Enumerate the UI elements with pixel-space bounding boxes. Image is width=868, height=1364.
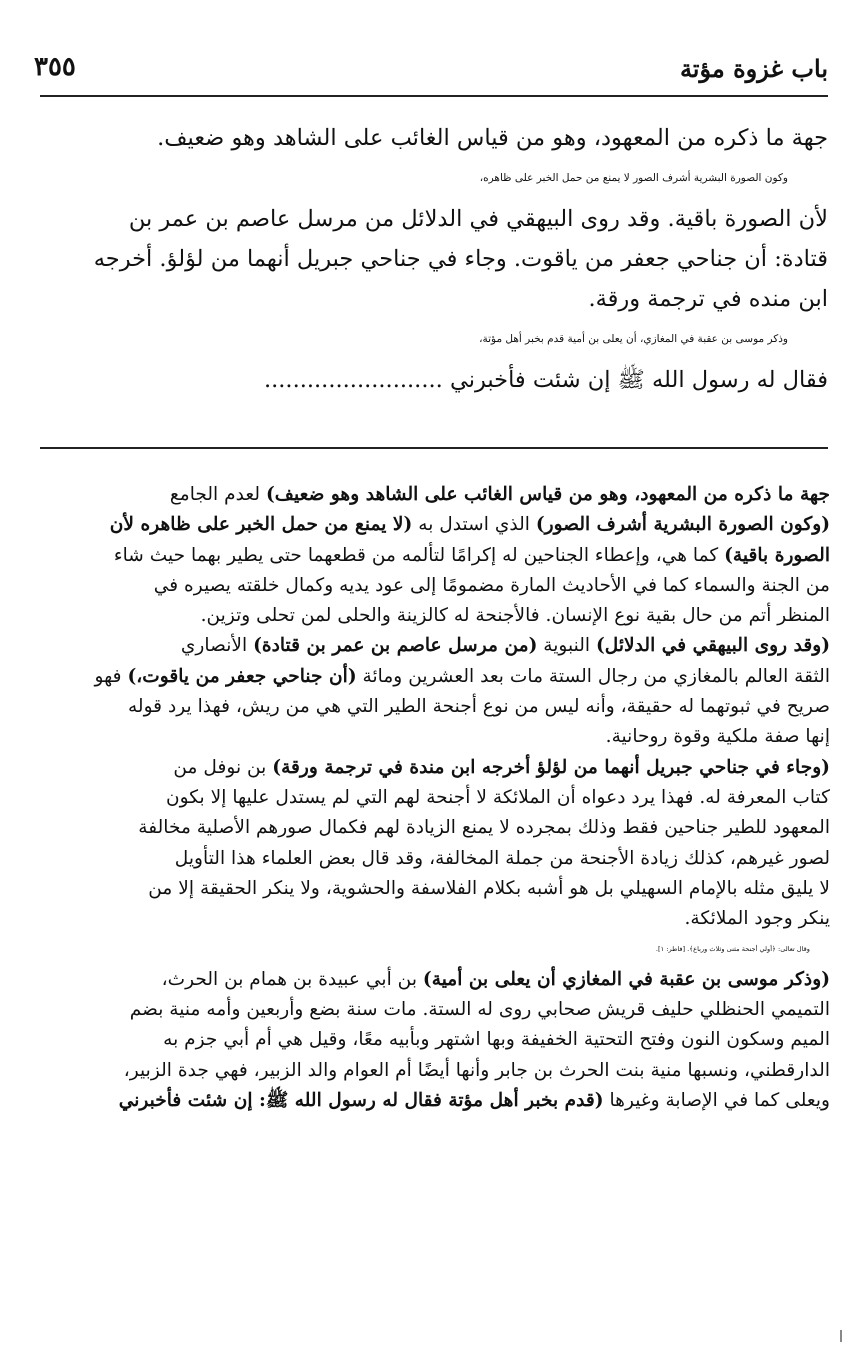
main-text-line: قتادة: أن جناحي جعفر من ياقوت. وجاء في جناحي جبريل أنهما من لؤلؤ. أخرجه <box>93 245 828 272</box>
main-text-line: ابن منده في ترجمة ورقة. <box>588 286 828 313</box>
quoted-main-text: (وجاء في جناحي جبريل أنهما من لؤلؤ أخرجه ابن مندة في ترجمة ورقة) <box>272 756 830 778</box>
commentary-fragment: الثقة العالم بالمغازي من رجال الستة مات بعد العشرين ومائة <box>356 665 830 687</box>
header-rule <box>40 95 828 97</box>
commentary-fragment: ويعلى كما في الإصابة وغيرها <box>603 1089 830 1111</box>
commentary-line <box>40 753 830 783</box>
commentary-line <box>40 813 830 843</box>
commentary-line <box>40 965 830 995</box>
commentary-line <box>40 480 830 510</box>
running-header <box>34 50 828 86</box>
quoted-main-text: جهة ما ذكره من المعهود، وهو من قياس الغائب على الشاهد وهو ضعيف) <box>265 484 830 505</box>
commentary-line <box>40 844 830 874</box>
commentary-fragment: لصور غيرهم، كذلك زيادة الأجنحة من جملة المخالفة، وقد قال بعض العلماء هذا التأويل <box>174 847 830 869</box>
commentary-fragment: كتاب المعرفة له. فهذا يرد دعواه أن الملائكة لا أجنحة لهم التي لم يستدل عليها إلا بكون <box>166 786 830 808</box>
commentary-line <box>40 995 830 1025</box>
commentary-fragment: الميم وسكون النون وفتح التحتية الخفيفة وبها اشتهر وبأبيه معًا، وقيل هي أم أبي جزم به <box>163 1029 830 1051</box>
commentary-fragment: ينكر وجود الملائكة. <box>684 908 830 930</box>
commentary-fragment: المنظر أتم من حال بقية نوع الإنسان. فالأجنحة له كالزينة والحلى لمن تحلى وتزين. <box>200 605 830 627</box>
main-text-line: لأن الصورة باقية. وقد روى البيهقي في الدلائل من مرسل عاصم بن عمر بن <box>128 205 828 232</box>
quoted-main-text: (لا يمنع من حمل الخبر على ظاهره لأن <box>109 514 413 536</box>
main-text-line: وكون الصورة البشرية أشرف الصور لا يمنع من حمل الخبر على ظاهره، <box>479 172 788 185</box>
quoted-main-text: الصورة باقية) <box>724 544 830 566</box>
commentary-line <box>40 783 830 813</box>
main-text <box>40 118 828 400</box>
commentary-fragment: بن نوفل من <box>173 756 273 778</box>
commentary-line <box>40 601 830 631</box>
commentary-line <box>40 904 830 934</box>
quoted-main-text: (وكون الصورة البشرية أشرف الصور) <box>535 514 830 536</box>
commentary-fragment: الذي استدل به <box>412 514 536 536</box>
commentary-line <box>40 662 830 692</box>
quoted-main-text: (أن جناحي جعفر من ياقوت،) <box>127 665 357 687</box>
commentary-fragment: لعدم الجامع <box>169 484 266 505</box>
quoted-main-text: (من مرسل عاصم بن عمر بن قتادة) <box>253 635 538 657</box>
commentary-fragment: من الجنة والسماء كما في الأحاديث المارة مضمومًا إلى عود يديه وكمال خلقته يصيره في <box>153 574 830 596</box>
commentary-fragment: لا يليق مثله بالإمام السهيلي بل هو أشبه بكلام الفلاسفة والحشوية، ولا ينكر الحقيقة إلا من <box>148 877 830 899</box>
page-number: ٣٥٥ <box>34 52 76 82</box>
commentary-line <box>40 1086 830 1116</box>
commentary-line <box>40 692 830 722</box>
commentary-line <box>40 541 830 571</box>
commentary-line <box>40 510 830 540</box>
commentary-fragment: الأنصاري <box>180 635 254 657</box>
commentary-fragment: التميمي الحنظلي حليف قريش صحابي روى له الستة. مات سنة بضع وأربعين وأمه منية بضم <box>129 999 830 1021</box>
commentary-fragment: إنها صفة ملكية وقوة روحانية. <box>605 726 830 748</box>
quran-citation-line <box>40 934 830 964</box>
quoted-main-text: (وذكر موسى بن عقبة في المغازي أن يعلى بن أمية) <box>422 968 830 990</box>
commentary-fragment: الدارقطني، ونسبها منية بنت الحرث بن جابر وأنها أيضًا أم العوام والد الزبير، فهي جدة الزبير، <box>123 1059 830 1081</box>
commentary-line <box>40 874 830 904</box>
quoted-main-text: (وقد روى البيهقي في الدلائل) <box>596 635 830 657</box>
commentary-fragment: المعهود للطير جناحين فقط وذلك بمجرده لا يمنع الزيادة لهم فكمال صورهم الأصلية مخالفة <box>138 817 830 839</box>
commentary-fragment: بن أبي عبيدة بن همام بن الحرث، <box>161 968 423 990</box>
commentary-line <box>40 571 830 601</box>
main-text-line <box>40 360 828 400</box>
commentary-separator <box>40 447 828 449</box>
commentary-line <box>40 1056 830 1086</box>
main-text-fragment: فقال له رسول الله ﷺ إن شئت فأخبرني <box>449 366 828 393</box>
commentary-line <box>40 722 830 752</box>
commentary-fragment: كما هي، وإعطاء الجناحين له إكرامًا لتألمه من قطعهما حتى يطير بهما حيث شاء <box>113 544 725 566</box>
commentary-line <box>40 1025 830 1055</box>
commentary-fragment: صريح في ثبوتهما له حقيقة، وأنه ليس من نوع أجنحة الطير التي هي من ريش، فهذا يرد قوله <box>127 696 830 718</box>
commentary-text <box>40 480 830 1116</box>
quoted-main-text: (قدم بخبر أهل مؤتة فقال له رسول الله ﷺ: إن شئت فأخبرني <box>118 1089 604 1111</box>
ellipsis-dots: ......................... <box>263 366 443 393</box>
main-text-line: جهة ما ذكره من المعهود، وهو من قياس الغائب على الشاهد وهو ضعيف. <box>157 125 828 151</box>
commentary-fragment: النبوية <box>537 635 596 657</box>
commentary-fragment: وقال تعالى: ﴿أولي أجنحة مثنى وثلاث ورباع﴾. [فاطر: ١]. <box>655 945 810 954</box>
commentary-line <box>40 631 830 661</box>
margin-mark <box>840 1330 842 1342</box>
commentary-fragment: فهو <box>94 665 128 687</box>
main-text-line: وذكر موسى بن عقبة في المغازي، أن يعلى بن أمية قدم بخبر أهل مؤتة، <box>479 333 788 346</box>
chapter-title: باب غزوة مؤتة <box>679 54 828 83</box>
